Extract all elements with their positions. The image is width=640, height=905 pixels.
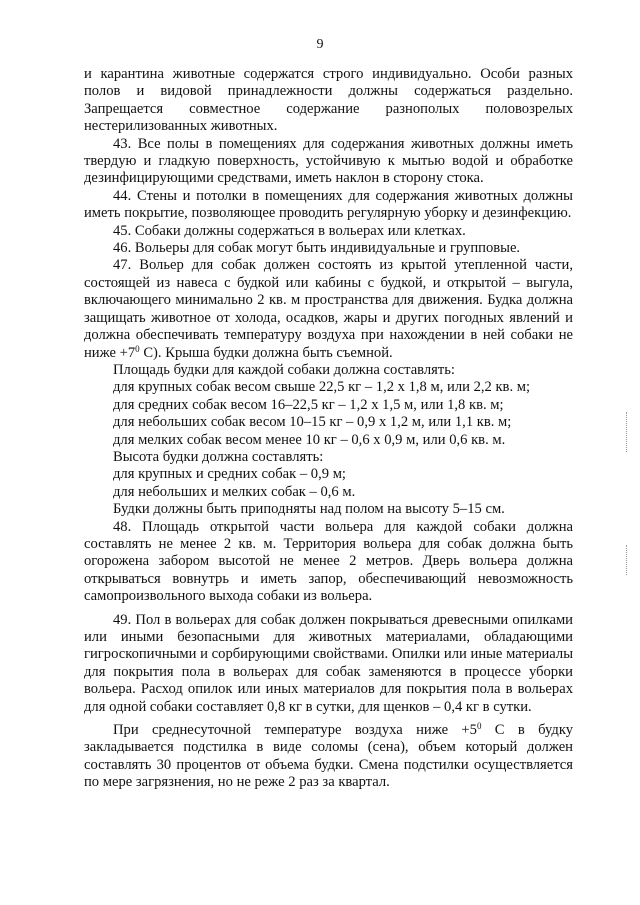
document-body (84, 66, 573, 792)
paragraph-49-floor-covering: 49. Пол в вольерах для собак должен покрываться древесными опилками или иными безопасными для животных материалами, обладающими гигроскопичными и сорбирующими свойствами. Опилки или иные материалы для покрытия пола в вольерах для собак заменяются в процессе уборки вольера. Расход опилок или иных материалов для покрытия пола в вольерах для одной собаки составляет 0,8 кг в сутки, для щенков – 0,4 кг в сутки. (84, 611, 573, 715)
scan-margin-mark (626, 412, 629, 452)
paragraph-47-text: 47. Вольер для собак должен состоять из крытой утепленной части, состоящей из навеса с будкой или кабины с будкой, и открытой – выгула, включающего минимально 2 кв. м пространства для движения. Будка должна защищать животное от холода, осадков, жары и других погодных явлений и должна обеспечивать температуру воздуха при нахождении в ней собаки не ниже +7 (84, 257, 573, 361)
paragraph-47-enclosure-structure (84, 257, 573, 361)
paragraph-48-open-area: 48. Площадь открытой части вольера для каждой собаки должна составлять не менее 2 кв. м. Территория вольера для собак должна быть огорожена забором высотой не менее 2 метров. Дверь вольера должна открываться вовнутрь и иметь запор, обеспечивающий невозможность самопроизвольного выхода собаки из вольера. (84, 518, 573, 605)
kennel-area-medium: для средних собак весом 16–22,5 кг – 1,2 х 1,5 м, или 1,8 кв. м; (113, 396, 504, 413)
kennel-height-small: для небольших и мелких собак – 0,6 м. (113, 483, 356, 500)
paragraph-43-floors: 43. Все полы в помещениях для содержания животных должны иметь твердую и гладкую поверхность, устойчивую к мытью водой и обработке дезинфицирующими средствами, иметь наклон в сторону стока. (84, 135, 573, 187)
degree-superscript: 0 (476, 721, 482, 732)
paragraph-47-text-end: С). Крыша будки должна быть съемной. (143, 344, 393, 361)
kennel-area-tiny: для мелких собак весом менее 10 кг – 0,6 х 0,9 м, или 0,6 кв. м. (113, 431, 506, 448)
scan-margin-mark (626, 545, 629, 575)
kennel-raise-height: Будки должны быть приподняты над полом на высоту 5–15 см. (113, 501, 505, 518)
kennel-height-large: для крупных и средних собак – 0,9 м; (113, 466, 346, 483)
paragraph-quarantine: и карантина животные содержатся строго индивидуально. Особи разных полов и видовой принадлежности должны содержаться раздельно. Запрещается совместное содержание разнополых половозрелых нестерилизованных животных. (84, 66, 573, 135)
paragraph-45-enclosures: 45. Собаки должны содержаться в вольерах или клетках. (113, 222, 466, 239)
paragraph-bedding (84, 722, 573, 792)
kennel-area-heading: Площадь будки для каждой собаки должна составлять: (113, 361, 455, 378)
bedding-text: При среднесуточной температуре воздуха ниже +5 (113, 722, 477, 739)
kennel-area-large: для крупных собак весом свыше 22,5 кг – 1,2 х 1,8 м, или 2,2 кв. м; (113, 379, 531, 396)
paragraph-44-walls: 44. Стены и потолки в помещениях для содержания животных должны иметь покрытие, позволяющее проводить регулярную уборку и дезинфекцию. (84, 187, 573, 222)
kennel-height-heading: Высота будки должна составлять: (113, 448, 324, 465)
page-number: 9 (316, 37, 324, 52)
bedding-text-end: С в будку закладывается подстилка в виде соломы (сена), объем который должен составлять 30 процентов от объема будки. Смена подстилки осуществляется по мере загрязнения, но не реже 2 раз за квартал. (84, 722, 574, 791)
kennel-area-small: для небольших собак весом 10–15 кг – 0,9 х 1,2 м, или 1,1 кв. м; (113, 414, 512, 431)
degree-superscript: 0 (135, 343, 140, 354)
paragraph-46-enclosure-types: 46. Вольеры для собак могут быть индивидуальные и групповые. (113, 240, 521, 257)
